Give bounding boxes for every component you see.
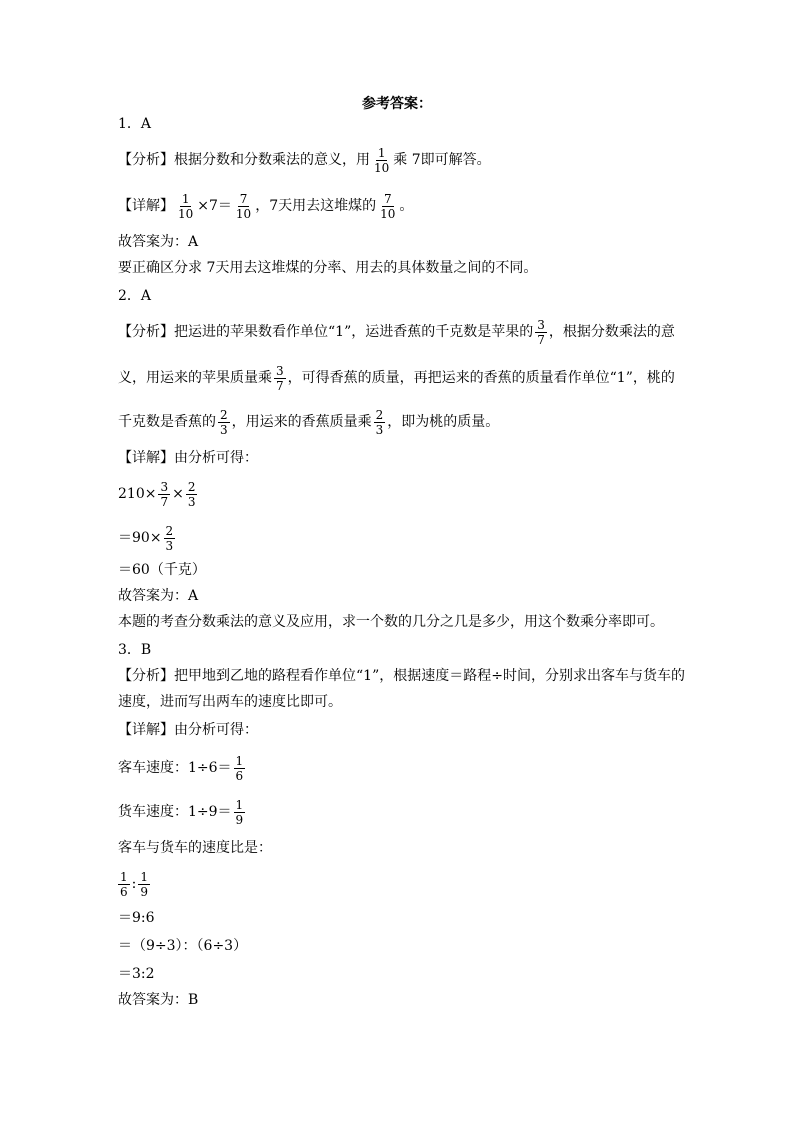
fraction: $\frac{2}{3}$ — [187, 479, 196, 509]
q1-number: 1．A — [118, 116, 152, 132]
q1-detail: 【详解】 $\frac{1}{10}$ ×7＝ $\frac{7}{10}$ ，7天用去这堆煤的 $\frac{7}{10}$ 。 — [118, 191, 414, 221]
q2-step2: ＝90× $\frac{2}{3}$ — [118, 523, 174, 553]
analysis-tag: 【分析】 — [118, 668, 174, 684]
fraction: $\frac{1}{9}$ — [140, 869, 148, 899]
q2-detail: 【详解】 由分析可得： — [118, 450, 258, 466]
fraction: $\frac{2}{3}$ — [375, 407, 384, 437]
fraction: $\frac{2}{3}$ — [220, 407, 228, 437]
q2-analysis-line2: 义，用运来的苹果质量乘 $\frac{3}{7}$ ，可得香蕉的质量，再把运来的香蕉的质量看作单位“1”，桃的 — [118, 363, 675, 393]
fraction: $\frac{1}{10}$ — [374, 145, 390, 175]
fraction: $\frac{1}{10}$ — [178, 191, 194, 221]
q3-answer: 故答案为：B — [118, 992, 199, 1008]
detail-tag: 【详解】 — [118, 450, 174, 466]
detail-tag: 【详解】 — [118, 198, 174, 214]
detail-tag: 【详解】 — [118, 722, 174, 738]
q3-ratio-step2: ＝（9÷3）：（6÷3） — [118, 938, 248, 954]
q3-ratio-step3: ＝3:2 — [118, 966, 155, 982]
fraction: $\frac{1}{6}$ — [235, 753, 244, 783]
fraction: $\frac{3}{7}$ — [276, 363, 284, 393]
q3-bus-speed: 客车速度：1÷6＝ $\frac{1}{6}$ — [118, 753, 244, 783]
analysis-tag: 【分析】 — [118, 152, 174, 168]
q3-ratio-step1: ＝9:6 — [118, 910, 155, 926]
fraction: $\frac{3}{7}$ — [537, 317, 545, 347]
q3-ratio-label: 客车与货车的速度比是： — [118, 840, 272, 856]
q2-step1: 210× $\frac{3}{7}$ × $\frac{2}{3}$ — [118, 479, 196, 509]
q3-analysis-line1: 【分析】 把甲地到乙地的路程看作单位“1”，根据速度＝路程÷时间，分别求出客车与货车的 — [118, 668, 685, 684]
fraction: $\frac{1}{9}$ — [235, 797, 244, 827]
q2-number: 2．A — [118, 288, 152, 304]
fraction: $\frac{1}{6}$ — [120, 869, 128, 899]
q3-analysis-line2: 速度，进而写出两车的速度比即可。 — [118, 694, 342, 710]
fraction: $\frac{7}{10}$ — [380, 191, 396, 221]
page-title: 参考答案： — [362, 96, 432, 112]
fraction: $\frac{3}{7}$ — [160, 479, 169, 509]
q2-answer: 故答案为：A — [118, 588, 199, 604]
fraction: $\frac{2}{3}$ — [165, 523, 174, 553]
q3-detail: 【详解】 由分析可得： — [118, 722, 258, 738]
q2-analysis-line3: 千克数是香蕉的 $\frac{2}{3}$ ，用运来的香蕉质量乘 $\frac{2}{3}$ ，即为桃的质量。 — [118, 407, 500, 437]
q3-truck-speed: 货车速度：1÷9＝ $\frac{1}{9}$ — [118, 797, 244, 827]
q3-number: 3．B — [118, 642, 152, 658]
fraction: $\frac{7}{10}$ — [235, 191, 252, 221]
q3-ratio-fraction: $\frac{1}{6}$ : $\frac{1}{9}$ — [120, 869, 148, 899]
q1-answer: 故答案为：A — [118, 234, 199, 250]
q2-step3: ＝60（千克） — [118, 562, 206, 578]
q1-note: 要正确区分求 7天用去这堆煤的分率、用去的具体数量之间的不同。 — [118, 260, 538, 276]
q1-analysis: 【分析】 根据分数和分数乘法的意义，用 $\frac{1}{10}$ 乘 7即可解答。 — [118, 145, 491, 175]
q2-note: 本题的考查分数乘法的意义及应用，求一个数的几分之几是多少，用这个数乘分率即可。 — [118, 614, 664, 630]
q2-analysis-line1: 【分析】 把运进的苹果数看作单位“1”，运进香蕉的千克数是苹果的 $\frac{3}{7}$ ，根据分数乘法的意 — [118, 317, 675, 347]
analysis-tag: 【分析】 — [118, 324, 174, 340]
